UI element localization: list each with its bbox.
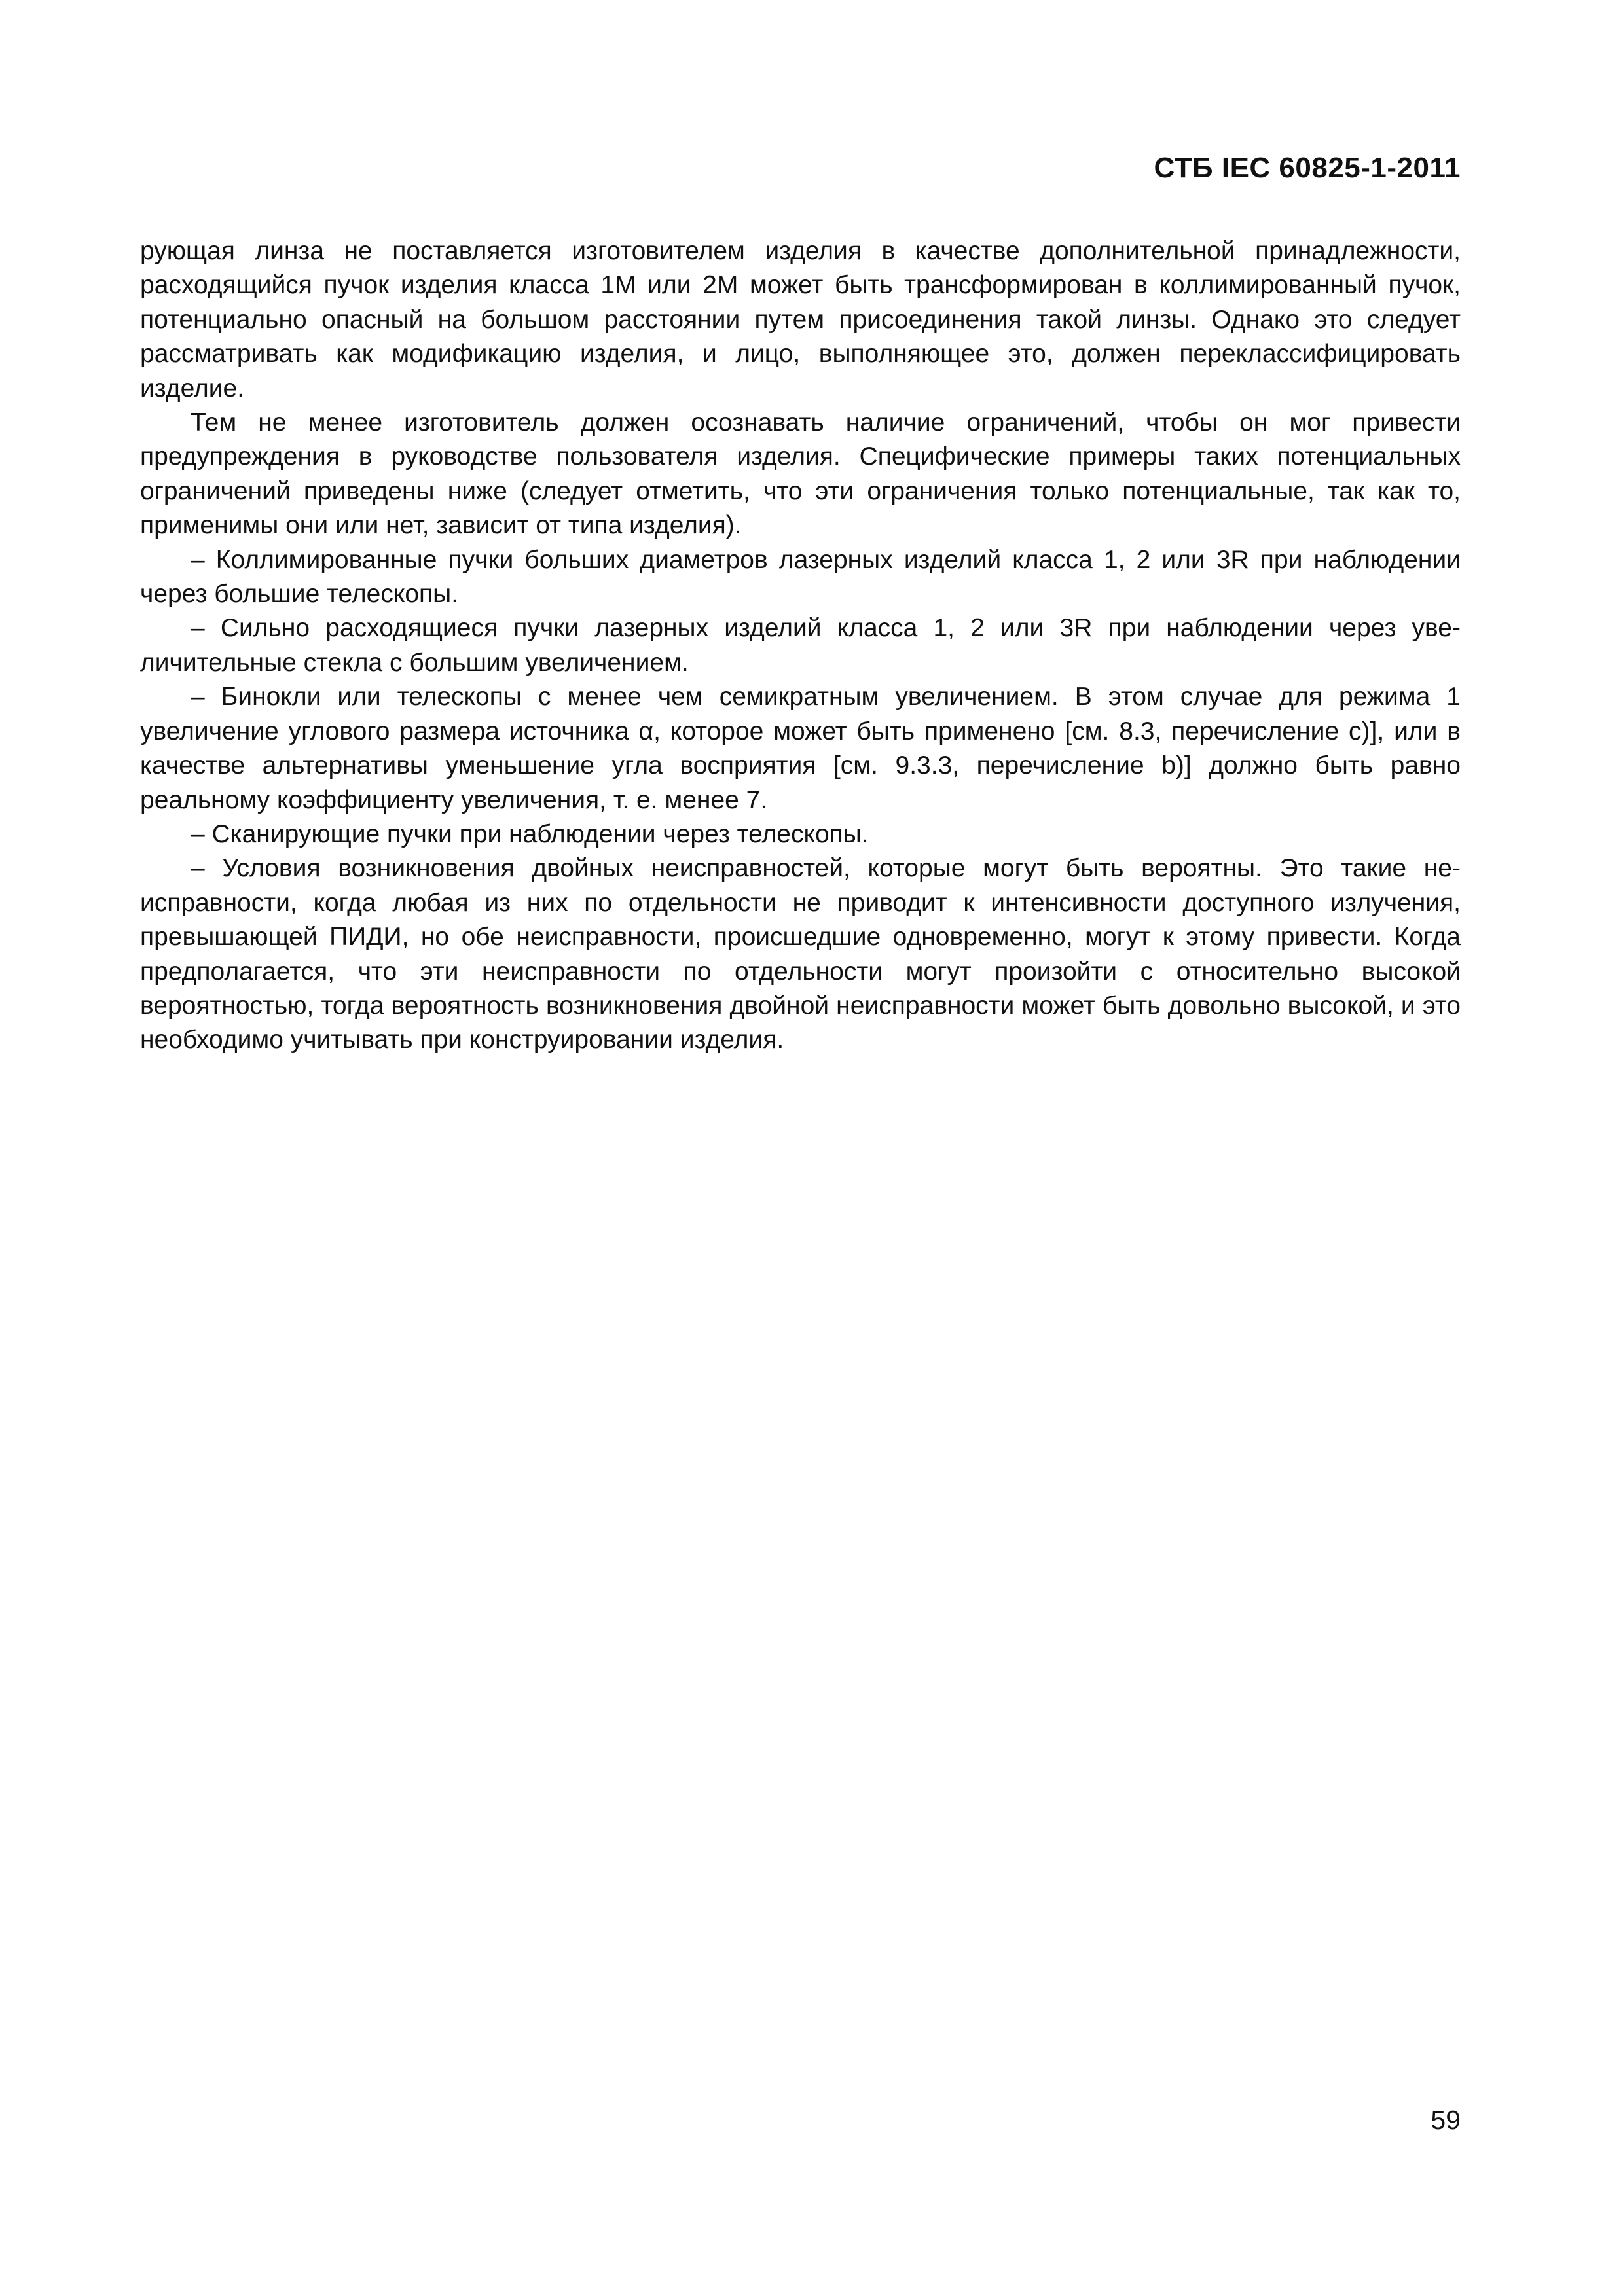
- list-item-scanning-beams: – Сканирующие пучки при наблюдении через телескопы.: [191, 819, 869, 848]
- page-number: 59: [1431, 2105, 1461, 2135]
- list-item-binoculars: – Бинокли или телескопы с менее чем семикратным увеличением. В этом случае для режима 1 увеличение углового размера источника α, которое может быть применено [см. 8.3, перечисление c)], или в качестве альтернативы уменьшение угла восприятия [см. 9.3.3, перечисление b)] должно быть равно реальному коэффициенту увеличения, т. е. менее 7.: [140, 683, 1461, 814]
- list-item-double-faults: – Условия возникновения двойных неисправностей, которые могут быть вероятны. Это такие неисправности, когда любая из них по отдельности не приводит к интенсивности доступного излучения, превышающей ПИДИ, но обе неисправности, происшедшие одновременно, могут к этому привести. Когда предполагается, что эти неисправности по отдельности могут произойти с относительно высокой вероятностью, тогда вероятность возникновения двойной неисправности может быть довольно высокой, и это необходимо учитывать при конструировании изделия.: [140, 854, 1461, 1054]
- document-body: [140, 234, 1461, 1058]
- document-code-header: СТБ IEC 60825-1-2011: [1154, 152, 1461, 184]
- list-item-divergent-beams: – Сильно расходящиеся пучки лазерных изделий класса 1, 2 или 3R при наблюдении через увеличительные стекла с большим увеличением.: [140, 614, 1461, 677]
- paragraph-limitations-intro: Тем не менее изготовитель должен осознавать наличие ограничений, чтобы он мог привести предупреждения в руководстве пользователя изделия. Специфические примеры таких потенциальных ограничений приведены ниже (следует отметить, что эти ограничения только потенциальные, так как то, применимы они или нет, зависит от типа изделия).: [140, 408, 1461, 540]
- list-item-collimated-beams: – Коллимированные пучки больших диаметров лазерных изделий класса 1, 2 или 3R при наблюдении через большие телескопы.: [140, 545, 1461, 609]
- paragraph-continuation: рующая линза не поставляется изготовителем изделия в качестве дополнительной принадлежности, расходящийся пучок изделия класса 1М или 2М может быть трансформирован в коллимированный пучок, потенциально опасный на большом расстоянии путем присоединения такой линзы. Однако это следует рассматривать как модификацию изделия, и лицо, выполняющее это, должен переклассифицировать изделие.: [140, 237, 1461, 403]
